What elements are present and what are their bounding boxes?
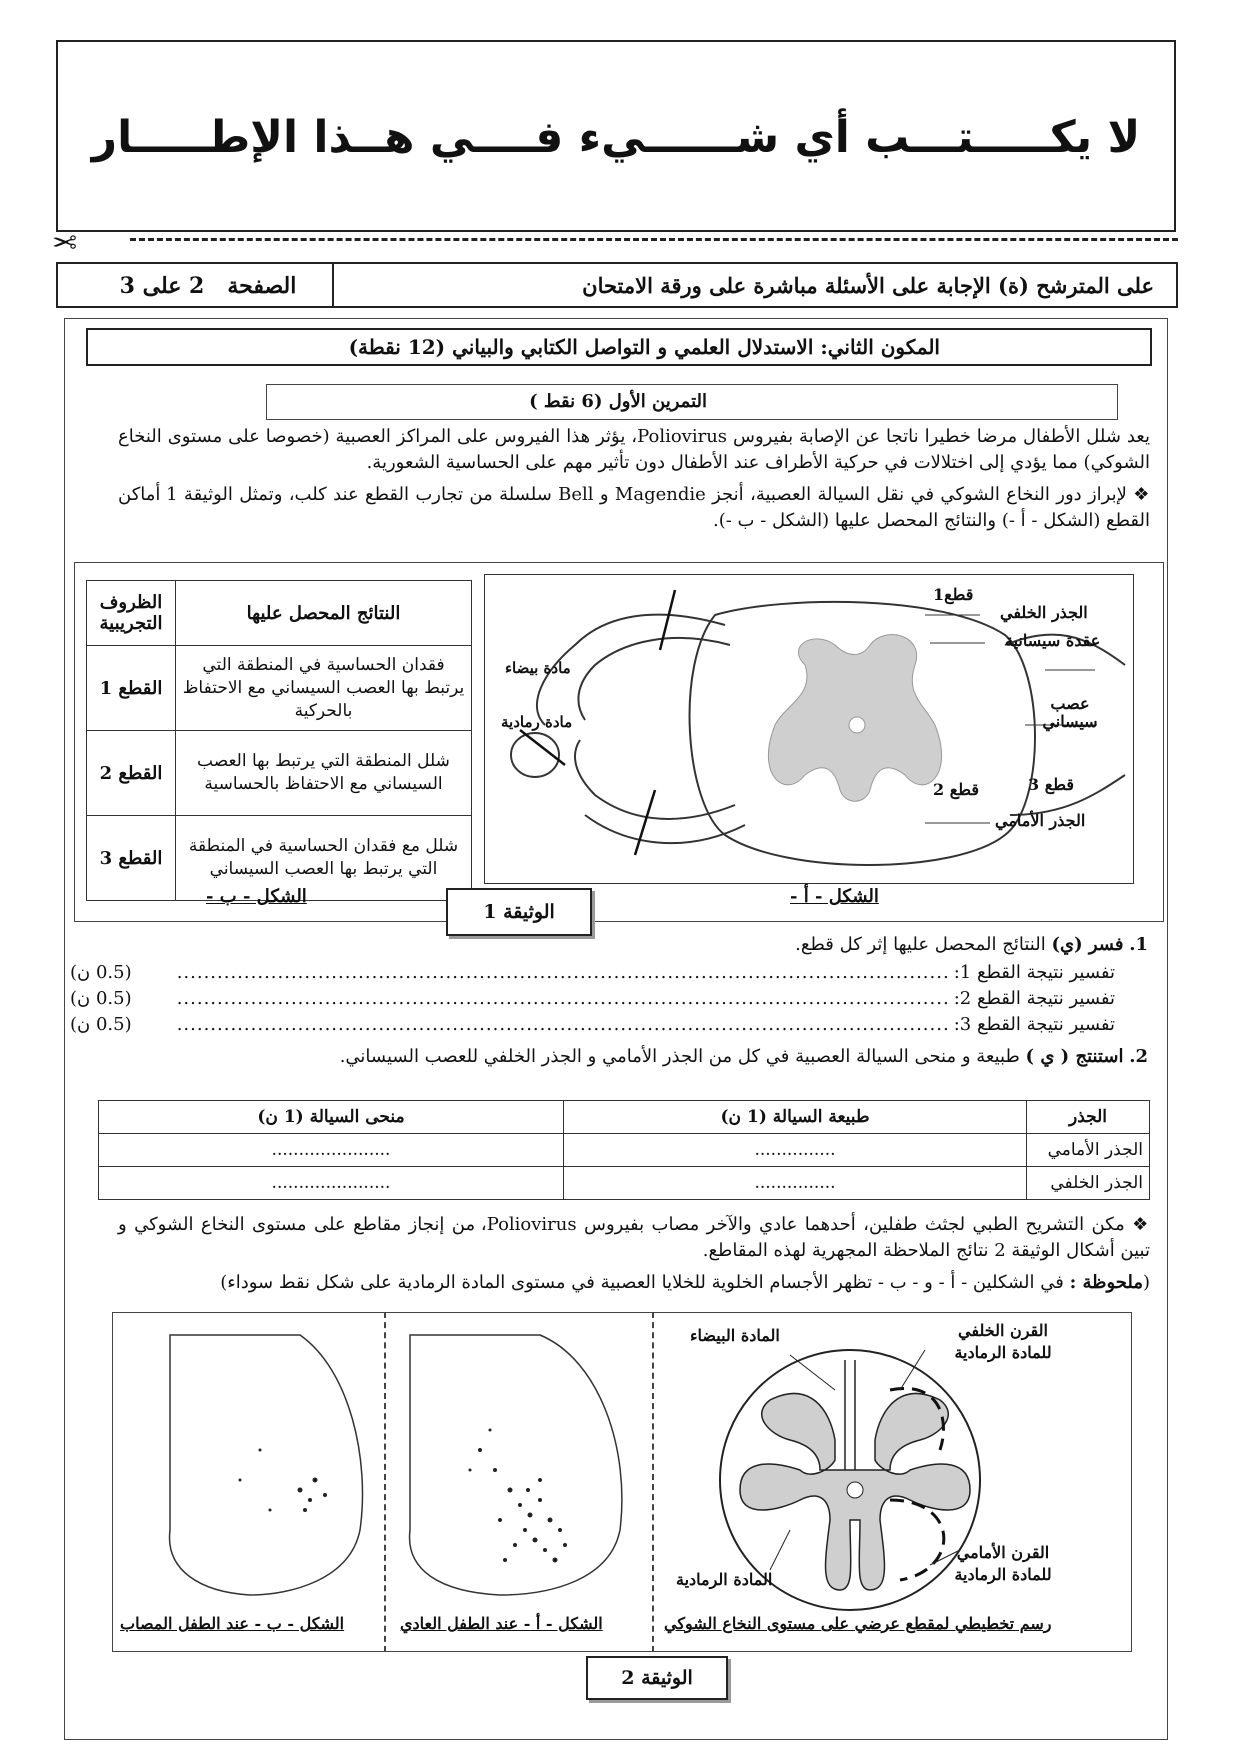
cut1-line: [660, 590, 675, 650]
table-row: [87, 646, 472, 731]
bullet-icon: ❖: [1132, 1214, 1150, 1235]
header-direction: منحى السيالة (1 ن): [99, 1101, 564, 1134]
answer-line-label: تفسير نتيجة القطع 2:: [953, 988, 1115, 1009]
page-number: 2 على 3: [119, 273, 205, 299]
caption-figure-a: الشكل - أ -: [790, 886, 879, 907]
q1-text: النتائج المحصل عليها إثر كل قطع.: [795, 934, 1046, 955]
answer-cell[interactable]: ...............: [564, 1134, 1027, 1167]
label-dorsal-root: الجذر الخلفي: [1000, 603, 1088, 622]
condition-cell: القطع 3: [87, 816, 176, 901]
root-name: الجذر الخلفي: [1027, 1167, 1150, 1200]
result-cell: شلل مع فقدان الحساسية في المنطقة التي يرتبط بها العصب السيساني: [176, 816, 472, 901]
header-conditions: الظروف التجريبية: [87, 581, 176, 646]
label-ventral-horn: القرن الأمامي للمادة الرمادية: [954, 1543, 1052, 1584]
divider-dashed: [384, 1312, 386, 1652]
component-title: المكون الثاني: الاستدلال العلمي و التواصل الكتابي والبياني (12 نقطة): [86, 328, 1152, 366]
answer-cell[interactable]: ......................: [99, 1134, 564, 1167]
q1-number: 1.: [1129, 934, 1148, 955]
answer-dots[interactable]: ...................................................................................................................: [176, 1014, 950, 1035]
label-grey-matter-2: المادة الرمادية: [676, 1570, 773, 1589]
answer-line-label: تفسير نتيجة القطع 3:: [953, 1014, 1115, 1035]
answer-points: (0.5 ن): [70, 962, 132, 983]
q2-number: 2.: [1129, 1046, 1148, 1067]
q2-verb: استنتج ( ي ): [1025, 1046, 1124, 1067]
result-cell: شلل المنطقة التي يرتبط بها العصب السيساني مع الاحتفاظ بالحساسية: [176, 731, 472, 816]
answer-dots[interactable]: ...................................................................................................................: [176, 962, 950, 983]
label-cut1: قطع1: [933, 585, 974, 604]
cut2-line: [635, 790, 655, 855]
instruction-text: على المترشح (ة) الإجابة على الأسئلة مباشرة على ورقة الامتحان: [332, 264, 1176, 306]
caption-schematic: رسم تخطيطي لمقطع عرضي على مستوى النخاع الشوكي: [664, 1614, 1052, 1633]
q1-prompt: [118, 932, 1148, 958]
label-white-matter-2: المادة البيضاء: [690, 1326, 780, 1345]
q2-text: طبيعة و منحى السيالة العصبية في كل من الجذر الأمامي و الجذر الخلفي للعصب السيساني.: [339, 1046, 1020, 1067]
note-text: في الشكلين - أ - و - ب - تظهر الأجسام الخلوية للخلايا العصبية في مستوى المادة الرمادية على شكل نقط سوداء): [220, 1272, 1064, 1293]
label-white-matter: مادة بيضاء: [505, 659, 571, 677]
results-table: [86, 580, 472, 901]
answer-points: (0.5 ن): [70, 1014, 132, 1035]
header-nature: طبيعة السيالة (1 ن): [564, 1101, 1027, 1134]
root-table: [98, 1100, 1150, 1200]
answer-cell[interactable]: ...............: [564, 1167, 1027, 1200]
caption-figure-b: الشكل - ب -: [206, 886, 307, 907]
page-label: الصفحة: [227, 273, 297, 299]
answer-line-2: [70, 986, 1115, 1012]
label-cut2: قطع 2: [933, 780, 979, 799]
table-row: [99, 1134, 1150, 1167]
spinal-cord-cut-diagram: [484, 574, 1134, 884]
scissors-icon: ✂: [52, 226, 78, 261]
header-row: [56, 262, 1178, 308]
label-ventral-root: الجذر الأمامي: [995, 811, 1086, 830]
bullet2-paragraph: [118, 1212, 1150, 1264]
note-paragraph: (ملحوظة : في الشكلين - أ - و - ب - تظهر الأجسام الخلوية للخلايا العصبية في مستوى المادة الرمادية على شكل نقط سوداء): [220, 1272, 1150, 1293]
answer-line-1: [70, 960, 1115, 986]
condition-cell: القطع 1: [87, 646, 176, 731]
q2-prompt: [118, 1044, 1148, 1070]
caption-micrograph-a: الشكل - أ - عند الطفل العادي: [400, 1614, 603, 1633]
label-spinal-nerve: عصب سيساني: [1042, 694, 1098, 731]
label-ganglion: عقدة سيسانية: [1005, 631, 1101, 650]
condition-cell: القطع 2: [87, 731, 176, 816]
answer-points: (0.5 ن): [70, 988, 132, 1009]
exercise-title: التمرين الأول (6 نقط ): [266, 384, 1118, 420]
table-header-row: [99, 1101, 1150, 1134]
document1-label: الوثيقة 1: [446, 888, 592, 936]
header-root: الجذر: [1027, 1101, 1150, 1134]
page-indicator: [58, 264, 358, 306]
document2-label: الوثيقة 2: [586, 1656, 728, 1700]
bullet-icon: ❖: [1133, 484, 1150, 505]
answer-line-label: تفسير نتيجة القطع 1:: [953, 962, 1115, 983]
answer-line-3: [70, 1012, 1115, 1038]
caption-micrograph-b: الشكل - ب - عند الطفل المصاب: [120, 1614, 345, 1633]
label-cut3: قطع 3: [1028, 775, 1074, 794]
table-row: [99, 1167, 1150, 1200]
note-label: ملحوظة :: [1069, 1272, 1143, 1293]
bullet1-text: لإبراز دور النخاع الشوكي في نقل السيالة العصبية، أنجز Magendie و Bell سلسلة من تجارب القطع عند كلب، وتمثل الوثيقة 1 أماكن القطع (الشكل - أ -) والنتائج المحصل عليها (الشكل - ب -).: [118, 484, 1150, 531]
root-name: الجذر الأمامي: [1027, 1134, 1150, 1167]
result-cell: فقدان الحساسية في المنطقة التي يرتبط بها العصب السيساني مع الاحتفاظ بالحركية: [176, 646, 472, 731]
no-write-notice: لا يكـــــتـــب أي شــــــيء فــــي هــذا الإطـــــار: [91, 112, 1141, 163]
micrograph-normal: [400, 1330, 640, 1600]
micrograph-infected: [140, 1330, 380, 1600]
header-results: النتائج المحصل عليها: [176, 581, 472, 646]
intro-paragraph: يعد شلل الأطفال مرضا خطيرا ناتجا عن الإصابة بفيروس Poliovirus، يؤثر هذا الفيروس على المراكز العصبية (خصوصا على مستوى النخاع الشوكي) مما يؤدي إلى اختلالات في حركية الأطراف عند الأطفال دون تأثير مهم على الحساسية الشعورية.: [118, 426, 1150, 473]
bullet2-text: مكن التشريح الطبي لجثث طفلين، أحدهما عادي والآخر مصاب بفيروس Poliovirus، من إنجاز مقاطع على مستوى النخاع الشوكي و تبين أشكال الوثيقة 2 نتائج الملاحظة المجهرية لهذه المقاطع.: [118, 1214, 1150, 1261]
table-row: [87, 731, 472, 816]
bullet1-paragraph: [118, 482, 1150, 534]
label-grey-matter: مادة رمادية: [501, 713, 573, 731]
divider-dashed: [652, 1312, 654, 1652]
answer-cell[interactable]: ......................: [99, 1167, 564, 1200]
label-dorsal-horn: القرن الخلفي للمادة الرمادية: [954, 1321, 1052, 1362]
q1-verb: فسر (ي): [1051, 934, 1124, 955]
no-write-frame: [56, 40, 1176, 232]
answer-dots[interactable]: ...................................................................................................................: [176, 988, 950, 1009]
central-canal: [849, 717, 865, 733]
table-header-row: [87, 581, 472, 646]
cut-line: [130, 238, 1178, 241]
